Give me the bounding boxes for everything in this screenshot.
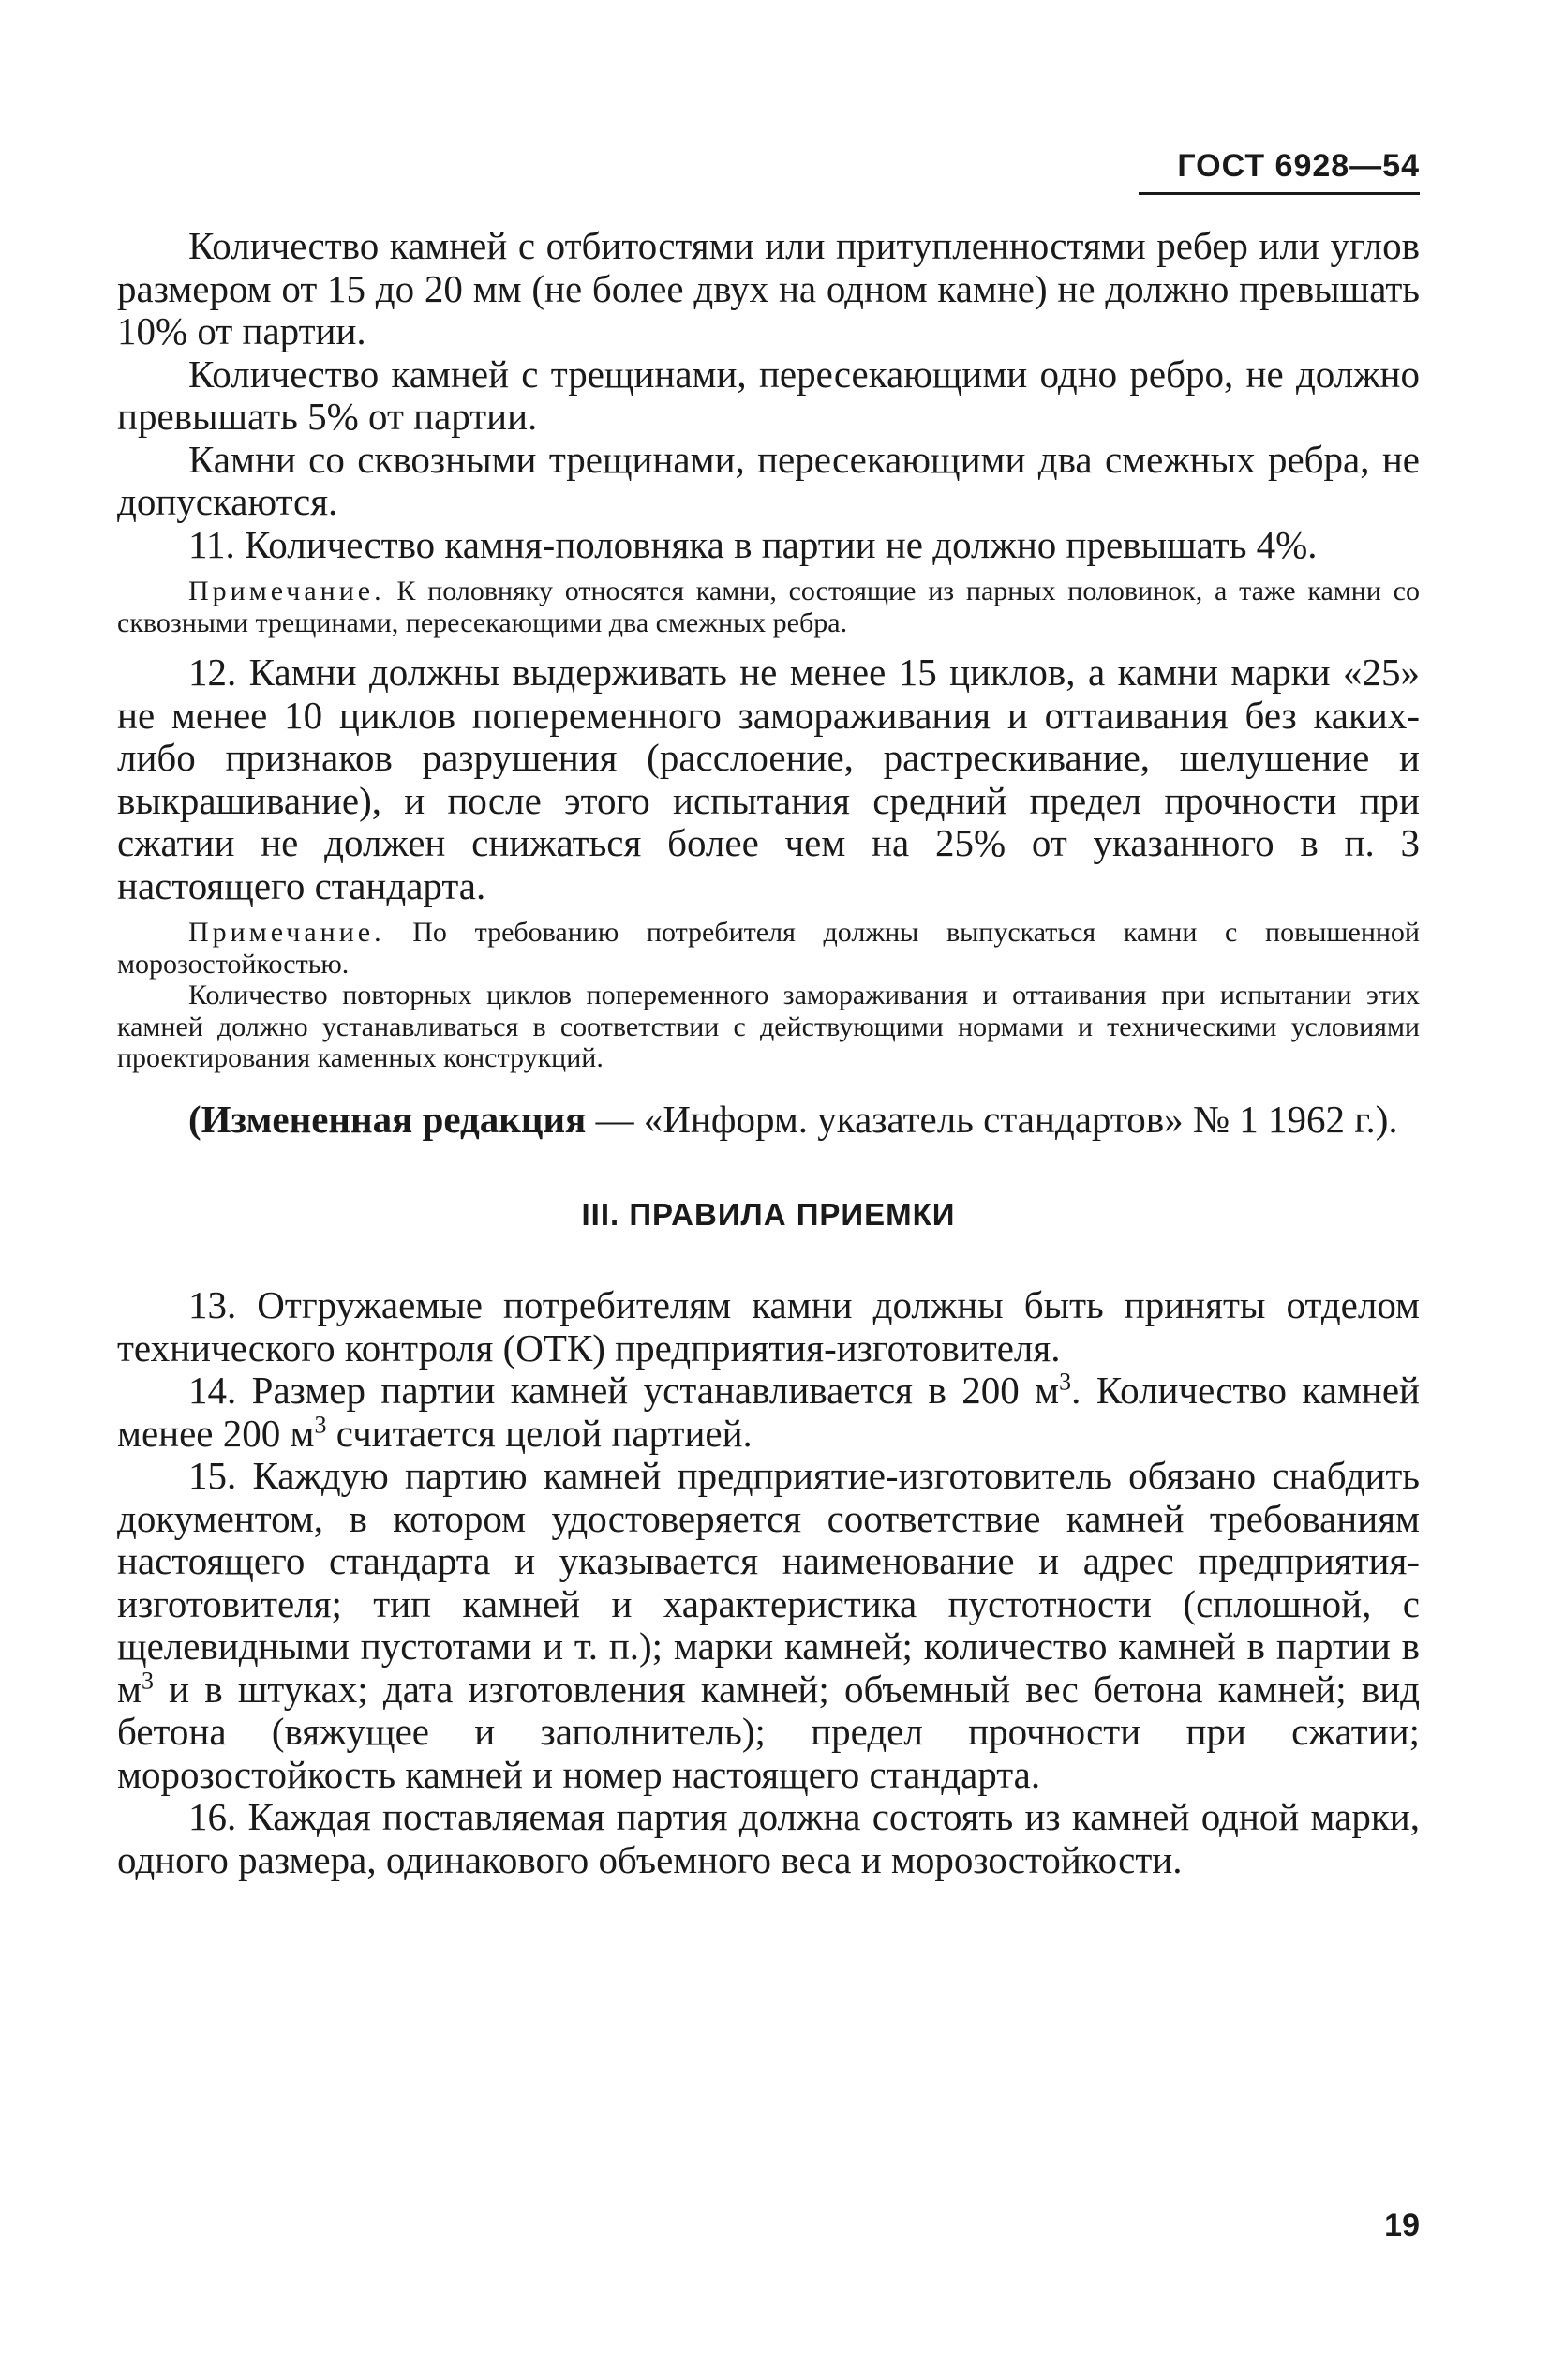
superscript: 3	[1059, 1368, 1072, 1396]
paragraph-11: 11. Количество камня-половняка в партии не должно превышать 4%.	[188, 522, 1318, 566]
standard-code-header: ГОСТ 6928—54	[1177, 148, 1420, 184]
section-title: III. ПРАВИЛА ПРИЕМКИ	[581, 1197, 956, 1232]
note-1-text: К половняку относятся камни, состоящие из парных половинок, а таже камни со сквозными трещинами, пересекающими два смежных ребра.	[117, 576, 1420, 638]
paragraph-15	[117, 1455, 1420, 1796]
paragraph-14-a: 14. Размер партии камней устанавливается в 200 м	[188, 1369, 1060, 1412]
paragraph-15-a: 15. Каждую партию камней предприятие-изготовитель обязано снабдить документом, в котором удостоверяется соответствие камней требованиям настоящего стандарта и указывается наименование и адрес предприятия-изготовителя; тип камней и характеристика пустотности (сплошной, с щелевидными пустотами и т. п.); марки камней; количество камней в партии в м	[117, 1454, 1420, 1711]
note-1	[117, 576, 1420, 638]
header-underline	[1139, 192, 1420, 195]
document-body	[117, 225, 1420, 1881]
superscript: 3	[141, 1666, 154, 1694]
paragraph-cracked-stones: Количество камней с трещинами, пересекающими одно ребро, не должно превышать 5% от партии.	[117, 352, 1420, 438]
paragraph-through-cracks: Камни со сквозными трещинами, пересекающими два смежных ребра, не допускаются.	[117, 437, 1420, 523]
note-2-continuation: Количество повторных циклов попеременного замораживания и оттаивания при испытании этих камней должно устанавливаться в соответствии с действующими нормами и техническими условиями проектирования каменных конструкций.	[117, 980, 1420, 1073]
paragraph-16: 16. Каждая поставляемая партия должна состоять из камней одной марки, одного размера, одинакового объемного веса и морозостойкости.	[117, 1795, 1420, 1881]
note-2	[117, 917, 1420, 980]
paragraph-14-b: . Количество камней менее 200 м	[117, 1369, 1420, 1455]
page-number: 19	[1384, 2208, 1420, 2243]
note-2-label: Примечание.	[188, 917, 385, 948]
paragraph-13: 13. Отгружаемые потребителям камни должны быть приняты отделом технического контроля (ОТК) предприятия-изготовителя.	[117, 1283, 1420, 1370]
paragraph-15-b: и в штуках; дата изготовления камней; объемный вес бетона камней; вид бетона (вяжущее и заполнитель); предел прочности при сжатии; морозостойкость камней и номер настоящего стандарта.	[117, 1667, 1420, 1796]
paragraph-14-c: считается целой партией.	[326, 1411, 753, 1455]
change-note	[117, 1099, 1420, 1142]
change-note-bold: (Измененная редакция	[188, 1097, 587, 1141]
document-page	[117, 0, 1420, 2380]
superscript: 3	[314, 1410, 327, 1438]
paragraph-12: 12. Камни должны выдерживать не менее 15 циклов, а камни марки «25» не менее 10 циклов попеременного замораживания и оттаивания без каких-либо признаков разрушения (расслоение, растрескивание, шелушение и выкрашивание), и после этого испытания средний предел прочности при сжатии не должен снижаться более чем на 25% от указанного в п. 3 настоящего стандарта.	[117, 651, 1420, 907]
paragraph-14	[117, 1370, 1420, 1455]
paragraph-chipped-stones: Количество камней с отбитостями или притупленностями ребер или углов размером от 15 до 20 мм (не более двух на одном камне) не должно превышать 10% от партии.	[117, 224, 1420, 352]
change-note-rest: — «Информ. указатель стандартов» № 1 1962 г.).	[586, 1097, 1398, 1141]
note-1-label: Примечание.	[188, 576, 385, 606]
note-2-text: По требованию потребителя должны выпускаться камни с повышенной морозостойкостью.	[117, 917, 1420, 980]
